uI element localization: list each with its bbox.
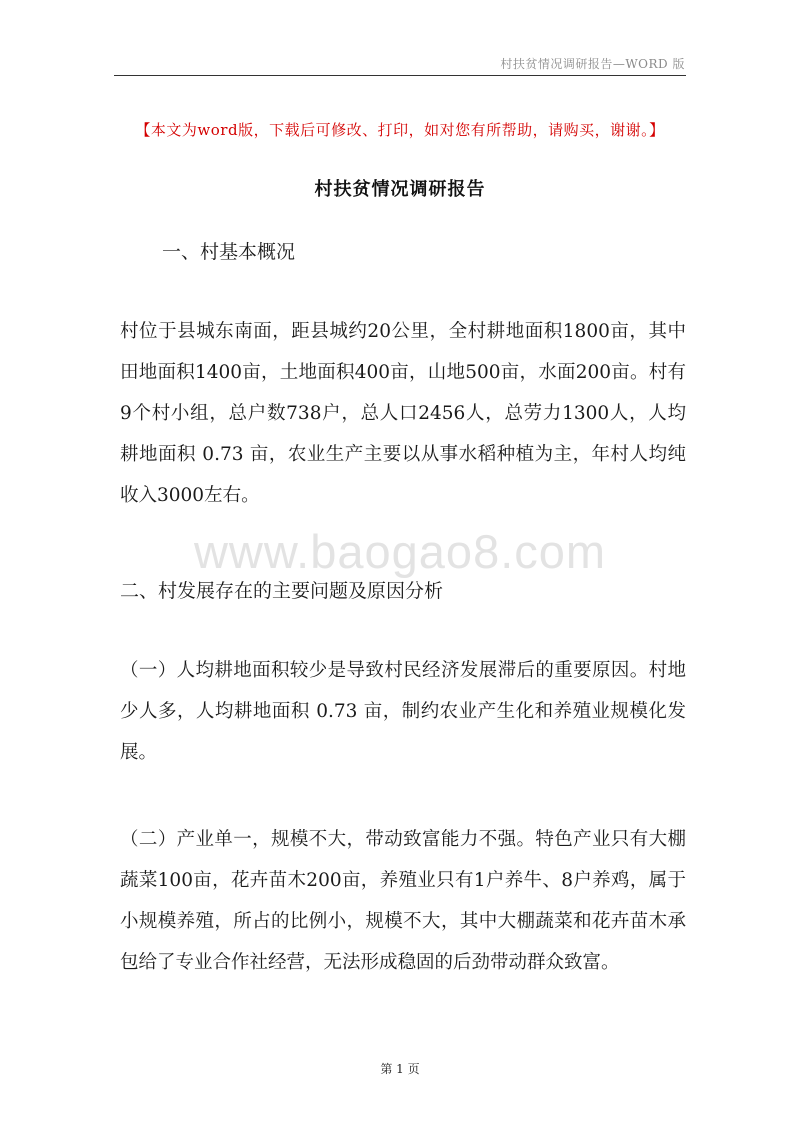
running-header-title: 村扶贫情况调研报告—WORD 版	[500, 57, 685, 71]
watermark-text: www.baogao8.com	[193, 525, 607, 578]
page-number: 第 1 页	[380, 1062, 420, 1076]
document-title: 村扶贫情况调研报告	[314, 179, 486, 200]
section-heading-1: 一、村基本概况	[162, 241, 296, 263]
download-notice: 【本文为word版，下载后可修改、打印，如对您有所帮助，请购买，谢谢。】	[135, 121, 665, 139]
section-heading-2: 二、村发展存在的主要问题及原因分析	[120, 580, 444, 602]
section2-item-2: （二）产业单一，规模不大，带动致富能力不强。特色产业只有大棚蔬菜100亩，花卉苗木200亩，养殖业只有1户养牛、8户养鸡，属于小规模养殖，所占的比例小，规模不大，其中大棚蔬菜和花卉苗木承包给了专业合作社经营，无法形成稳固的后劲带动群众致富。	[120, 829, 686, 973]
section2-item-1: （一）人均耕地面积较少是导致村民经济发展滞后的重要原因。村地少人多，人均耕地面积 0.73 亩，制约农业产生化和养殖业规模化发展。	[120, 660, 686, 763]
section1-paragraph: 村位于县城东南面，距县城约20公里，全村耕地面积1800亩，其中田地面积1400亩，土地面积400亩，山地500亩，水面200亩。村有9个村小组，总户数738户，总人口2456人，总劳力1300人，人均耕地面积 0.73 亩，农业生产主要以从事水稻种植为主，年村人均纯收入3000左右。	[120, 321, 686, 506]
header-divider	[114, 75, 686, 76]
